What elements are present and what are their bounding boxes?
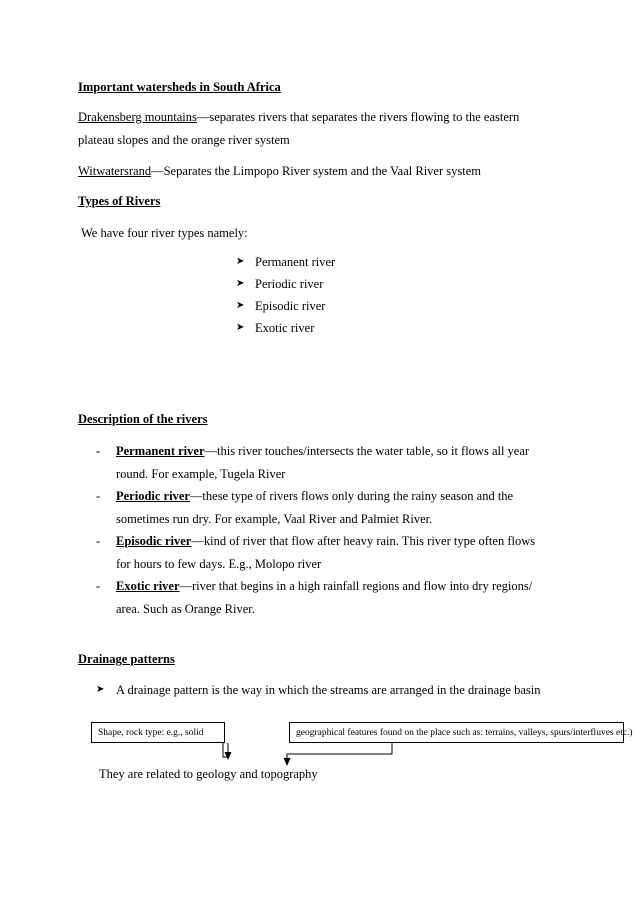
description-line-2: round. For example, Tugela River	[116, 467, 286, 481]
arrow-bullet-icon: ➤	[96, 684, 105, 695]
down-arrow-icon	[284, 758, 291, 766]
river-term: Permanent river	[116, 444, 205, 458]
descriptions-heading: Description of the rivers	[78, 412, 208, 426]
drakensberg-line-2: plateau slopes and the orange river system	[78, 133, 290, 147]
river-term: Periodic river	[116, 489, 190, 503]
river-definition: —this river touches/intersects the water table, so it flows all year	[204, 444, 530, 458]
watersheds-heading: Important watersheds in South Africa	[78, 80, 281, 94]
drainage-definition: A drainage pattern is the way in which the streams are arranged in the drainage basin	[116, 683, 541, 697]
types-heading: Types of Rivers	[78, 194, 161, 208]
dash-bullet: -	[96, 444, 101, 458]
dash-bullet: -	[96, 579, 101, 593]
topography-box: geographical features found on the place such as: terrains, valleys, spurs/interfluves etc.)	[289, 722, 624, 743]
river-definition: —river that begins in a high rainfall regions and flow into dry regions/	[179, 579, 533, 593]
arrow-bullet-icon: ➤	[236, 322, 245, 333]
river-definition: —kind of river that flow after heavy rain. This river type often flows	[191, 534, 536, 548]
dash-bullet: -	[96, 534, 101, 548]
arrow-bullet-icon: ➤	[236, 256, 245, 267]
river-term: Exotic river	[116, 579, 180, 593]
drakensberg-text: —separates rivers that separates the rivers flowing to the eastern	[196, 110, 520, 124]
arrow-bullet-icon: ➤	[236, 278, 245, 289]
witwatersrand-name: Witwatersrand	[78, 164, 152, 178]
witwatersrand-text: —Separates the Limpopo River system and the Vaal River system	[151, 164, 481, 178]
drakensberg-name: Drakensberg mountains	[78, 110, 197, 124]
river-type-label: Episodic river	[255, 299, 326, 313]
description-line-2: area. Such as Orange River.	[116, 602, 255, 616]
drainage-heading: Drainage patterns	[78, 652, 175, 666]
down-arrow-icon	[225, 752, 232, 760]
river-type-label: Exotic river	[255, 321, 315, 335]
geology-box: Shape, rock type: e.g., solid	[91, 722, 225, 743]
types-intro: We have four river types namely:	[81, 226, 248, 240]
river-type-label: Periodic river	[255, 277, 324, 291]
dash-bullet: -	[96, 489, 101, 503]
river-definition: —these type of rivers flows only during the rainy season and the	[189, 489, 514, 503]
river-term: Episodic river	[116, 534, 192, 548]
arrow-bullet-icon: ➤	[236, 300, 245, 311]
description-line-2: sometimes run dry. For example, Vaal River and Palmiet River.	[116, 512, 433, 526]
description-line-2: for hours to few days. E.g., Molopo river	[116, 557, 322, 571]
river-type-label: Permanent river	[255, 255, 336, 269]
relation-text: They are related to geology and topography	[99, 767, 318, 781]
